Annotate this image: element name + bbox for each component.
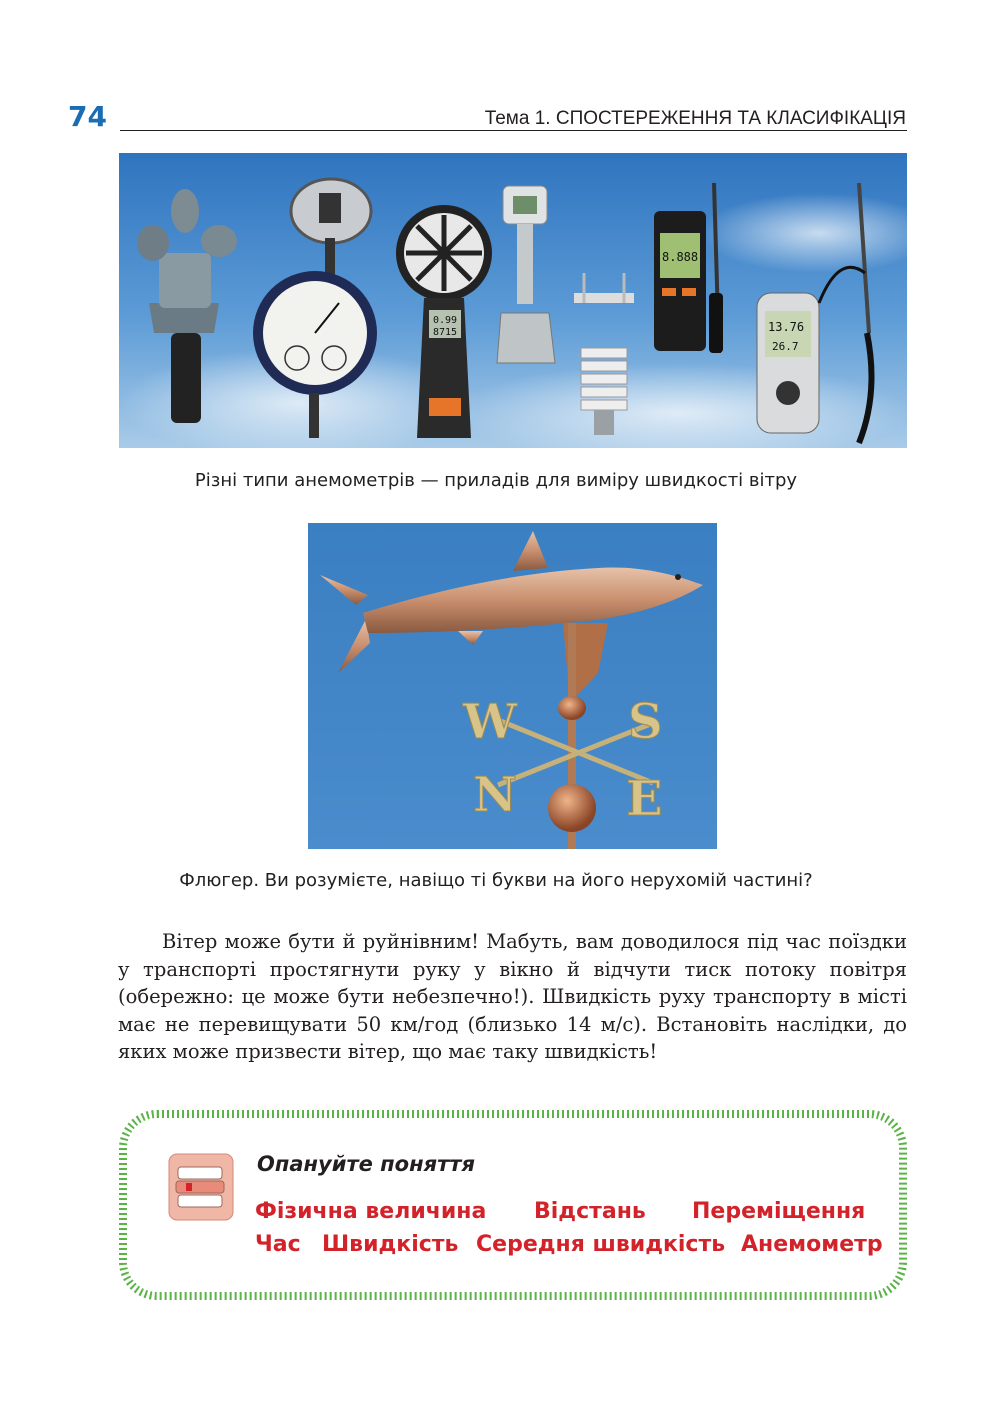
term-distance: Відстань [534, 1199, 646, 1224]
digital-reading: 8.888 [662, 250, 699, 264]
books-icon [168, 1153, 234, 1221]
hotwire-reading-2: 26.7 [772, 340, 799, 353]
anemometers-caption: Різні типи анемометрів — приладів для виміру швидкості вітру [194, 470, 798, 491]
term-physical-quantity: Фізична величина [255, 1199, 487, 1224]
term-anemometer: Анемометр [741, 1232, 883, 1257]
compass-letter-e: E [626, 771, 663, 827]
term-average-speed: Середня швидкість [476, 1232, 726, 1257]
vane-reading-1: 0.99 [433, 315, 458, 326]
compass-letter-n: N [473, 767, 517, 823]
hotwire-reading-1: 13.76 [768, 320, 805, 334]
vane-reading-2: 8715 [433, 327, 458, 338]
paragraph-text: Вітер може бути й руйнівним! Мабуть, вам доводилося під час поїздки у транспорті простягнути руку у вікно й відчути тиск потоку повітря (обережно: це може бути небезпечно!). Швидкість руху транспорту в місті має не перевищувати 50 км/год (близько 14 м/с). Встановіть наслідки, до яких може призвести вітер, що має таку швидкість! [118, 930, 907, 1063]
term-time: Час [255, 1232, 301, 1257]
header-divider [120, 130, 907, 131]
term-displacement: Переміщення [692, 1199, 866, 1224]
topic-title: Тема 1. СПОСТЕРЕЖЕННЯ ТА КЛАСИФІКАЦІЯ [484, 108, 906, 129]
term-speed: Швидкість [322, 1232, 459, 1257]
body-paragraph [118, 928, 907, 1066]
compass-letter-w: W [463, 694, 517, 750]
concepts-heading: Опануйте поняття [257, 1152, 475, 1176]
weathervane-caption: Флюгер. Ви розумієте, навіщо ті букви на його нерухомій частині? [179, 870, 813, 891]
weathervane-photo [308, 523, 717, 849]
anemometers-photo [119, 153, 907, 448]
compass-letter-s: S [628, 694, 663, 750]
page-number: 74 [68, 100, 107, 133]
